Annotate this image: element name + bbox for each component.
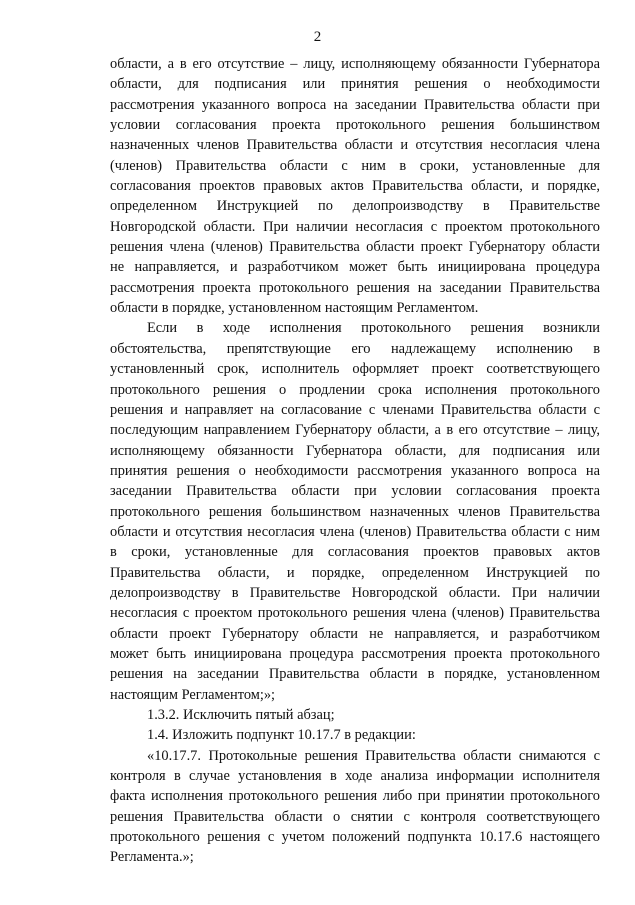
text-line: протокольного решения о продлении срока исполнения протокольного: [110, 381, 600, 398]
text-line: контроля в случае установления в ходе анализа информации исполнителя: [110, 768, 600, 785]
paragraph-3: 1.3.2. Исключить пятый абзац;: [147, 707, 335, 723]
paragraph-5: [110, 746, 600, 868]
text-line: принятия решения о необходимости рассмотрения указанного вопроса на: [110, 462, 600, 479]
document-body: [110, 54, 600, 868]
text-line: области, а в его отсутствие – лицу, исполняющему обязанности Губернатора: [110, 56, 600, 72]
text-line: «10.17.7. Протокольные решения Правительства области снимаются с: [147, 747, 600, 764]
text-line: в сроки, установленные для согласования проектов правовых актов: [110, 544, 600, 561]
text-line: Новгородской области. При наличии несогласия с проектом протокольного: [110, 218, 600, 235]
text-line: обстоятельства, препятствующие его надлежащему исполнению в: [110, 340, 600, 357]
paragraph-4: 1.4. Изложить подпункт 10.17.7 в редакции:: [147, 727, 416, 744]
text-line: несогласия с проектом протокольного решения члена (членов) Правительства: [110, 605, 600, 622]
text-line: не направляется, и разработчиком может быть инициирована процедура: [110, 259, 600, 276]
text-line: области, для подписания или принятия решения о необходимости: [110, 76, 600, 93]
text-line: протокольного решения с учетом положений подпункта 10.17.6 настоящего: [110, 829, 600, 846]
text-line: (членов) Правительства области с ним в сроки, установленные для: [110, 157, 600, 174]
text-line: определенном Инструкцией по делопроизводству в Правительстве: [110, 198, 600, 215]
text-line: последующим направлением Губернатору области, а в его отсутствие – лицу,: [110, 422, 600, 439]
text-line: Если в ходе исполнения протокольного решения возникли: [147, 320, 600, 337]
text-line: назначенных членов Правительства области и отсутствия несогласия члена: [110, 137, 600, 154]
paragraph-2: [110, 318, 600, 705]
text-line: рассмотрения проекта протокольного решения на заседании Правительства: [110, 279, 600, 296]
text-line: области в порядке, установленном настоящим Регламентом.: [110, 300, 479, 317]
text-line: исполняющему обязанности Губернатора области, для подписания или: [110, 442, 600, 459]
text-line: делопроизводству в Правительстве Новгородской области. При наличии: [110, 584, 600, 601]
text-line: настоящим Регламентом;»;: [110, 686, 276, 703]
text-line: согласования проектов правовых актов Правительства области, и порядке,: [110, 178, 600, 195]
text-line: решения и направляет на согласование с членами Правительства области с: [110, 401, 600, 418]
text-line: решения члена (членов) Правительства области проект Губернатору области: [110, 239, 600, 256]
text-line: рассмотрения указанного вопроса на заседании Правительства области при: [110, 96, 600, 113]
text-line: решения Правительства области о снятии с контроля соответствующего: [110, 808, 600, 825]
text-line: Регламента.»;: [110, 849, 194, 866]
text-line: условии согласования проекта протокольного решения большинством: [110, 117, 600, 134]
page-number: 2: [313, 29, 322, 45]
paragraph-1: [110, 54, 600, 318]
text-line: области проект Губернатору области не направляется, и разработчиком: [110, 625, 600, 642]
text-line: протокольного решения большинством назначенных членов Правительства: [110, 503, 600, 520]
text-line: Правительства области, и порядке, определенном Инструкцией по: [110, 564, 600, 581]
text-line: факта исполнения протокольного решения либо при принятии протокольного: [110, 788, 600, 805]
text-line: решения на заседании Правительства области в порядке, установленном: [110, 666, 600, 683]
text-line: области и отсутствия несогласия члена (членов) Правительства области с ним: [110, 523, 600, 540]
text-line: установленный срок, исполнитель оформляет проект соответствующего: [110, 361, 600, 378]
text-line: заседании Правительства области при условии согласования проекта: [110, 483, 600, 500]
text-line: может быть инициирована процедура рассмотрения проекта протокольного: [110, 645, 600, 662]
